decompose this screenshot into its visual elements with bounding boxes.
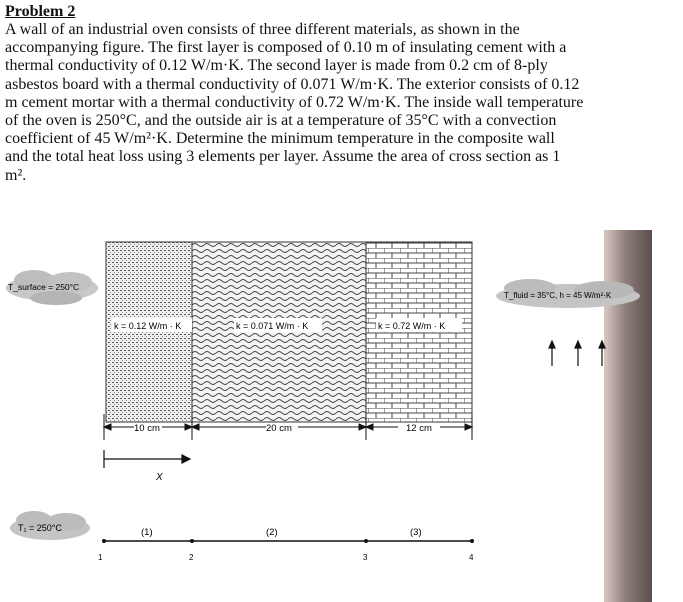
problem-title: Problem 2: [5, 3, 76, 20]
node-1: [102, 539, 106, 543]
layer-1-conductivity-label: k = 0.12 W/m · K: [114, 321, 182, 331]
problem-statement: [5, 3, 677, 185]
layer-1-width-label: 10 cm: [134, 423, 160, 434]
x-axis-arrow: [104, 450, 190, 468]
node-1-label: 1: [98, 553, 103, 562]
x-axis-label: X: [156, 472, 163, 483]
node-3: [364, 539, 368, 543]
problem-line: m².: [5, 166, 27, 184]
t1-temperature-cloud: [10, 511, 90, 540]
surface-temperature-label: T_surface = 250°C: [8, 282, 80, 292]
problem-line: of the oven is 250°C, and the outside air is at a temperature of 35°C with a convection: [5, 112, 557, 130]
fluid-temperature-label: T_fluid = 35°C, h = 45 W/m²·K: [504, 291, 612, 300]
composite-wall-figure: [0, 218, 683, 602]
layer-2-conductivity-label: k = 0.071 W/m · K: [236, 321, 309, 331]
problem-line: and the total heat loss using 3 elements per layer. Assume the area of cross section as 1: [5, 148, 561, 166]
problem-line: thermal conductivity of 0.12 W/m·K. The second layer is made from 0.2 cm of 8-ply: [5, 57, 548, 75]
node-3-label: 3: [363, 553, 368, 562]
node-4: [470, 539, 474, 543]
element-2-label: (2): [266, 527, 278, 538]
node-2-label: 2: [189, 553, 194, 562]
problem-line: asbestos board with a thermal conductivity of 0.071 W/m·K. The exterior consists of 0.12: [5, 75, 580, 93]
problem-line: accompanying figure. The first layer is composed of 0.10 m of insulating cement with a: [5, 39, 567, 57]
t1-temperature-label: T₁ = 250°C: [18, 523, 62, 533]
problem-line: m cement mortar with a thermal conductivity of 0.72 W/m·K. The inside wall temperature: [5, 93, 584, 111]
element-1-label: (1): [141, 527, 153, 538]
fluid-temperature-cloud: [496, 279, 640, 308]
node-2: [190, 539, 194, 543]
element-3-label: (3): [410, 527, 422, 538]
node-4-label: 4: [469, 553, 474, 562]
layer-3-width-label: 12 cm: [406, 423, 432, 434]
layer-2-width-label: 20 cm: [266, 423, 292, 434]
layer-3-conductivity-label: k = 0.72 W/m · K: [378, 321, 446, 331]
problem-body: [5, 21, 677, 185]
surface-temperature-cloud: [6, 270, 98, 305]
problem-line: coefficient of 45 W/m²·K. Determine the minimum temperature in the composite wall: [5, 130, 555, 148]
convection-arrows: [549, 341, 605, 366]
problem-line: A wall of an industrial oven consists of three different materials, as shown in the: [5, 21, 520, 38]
